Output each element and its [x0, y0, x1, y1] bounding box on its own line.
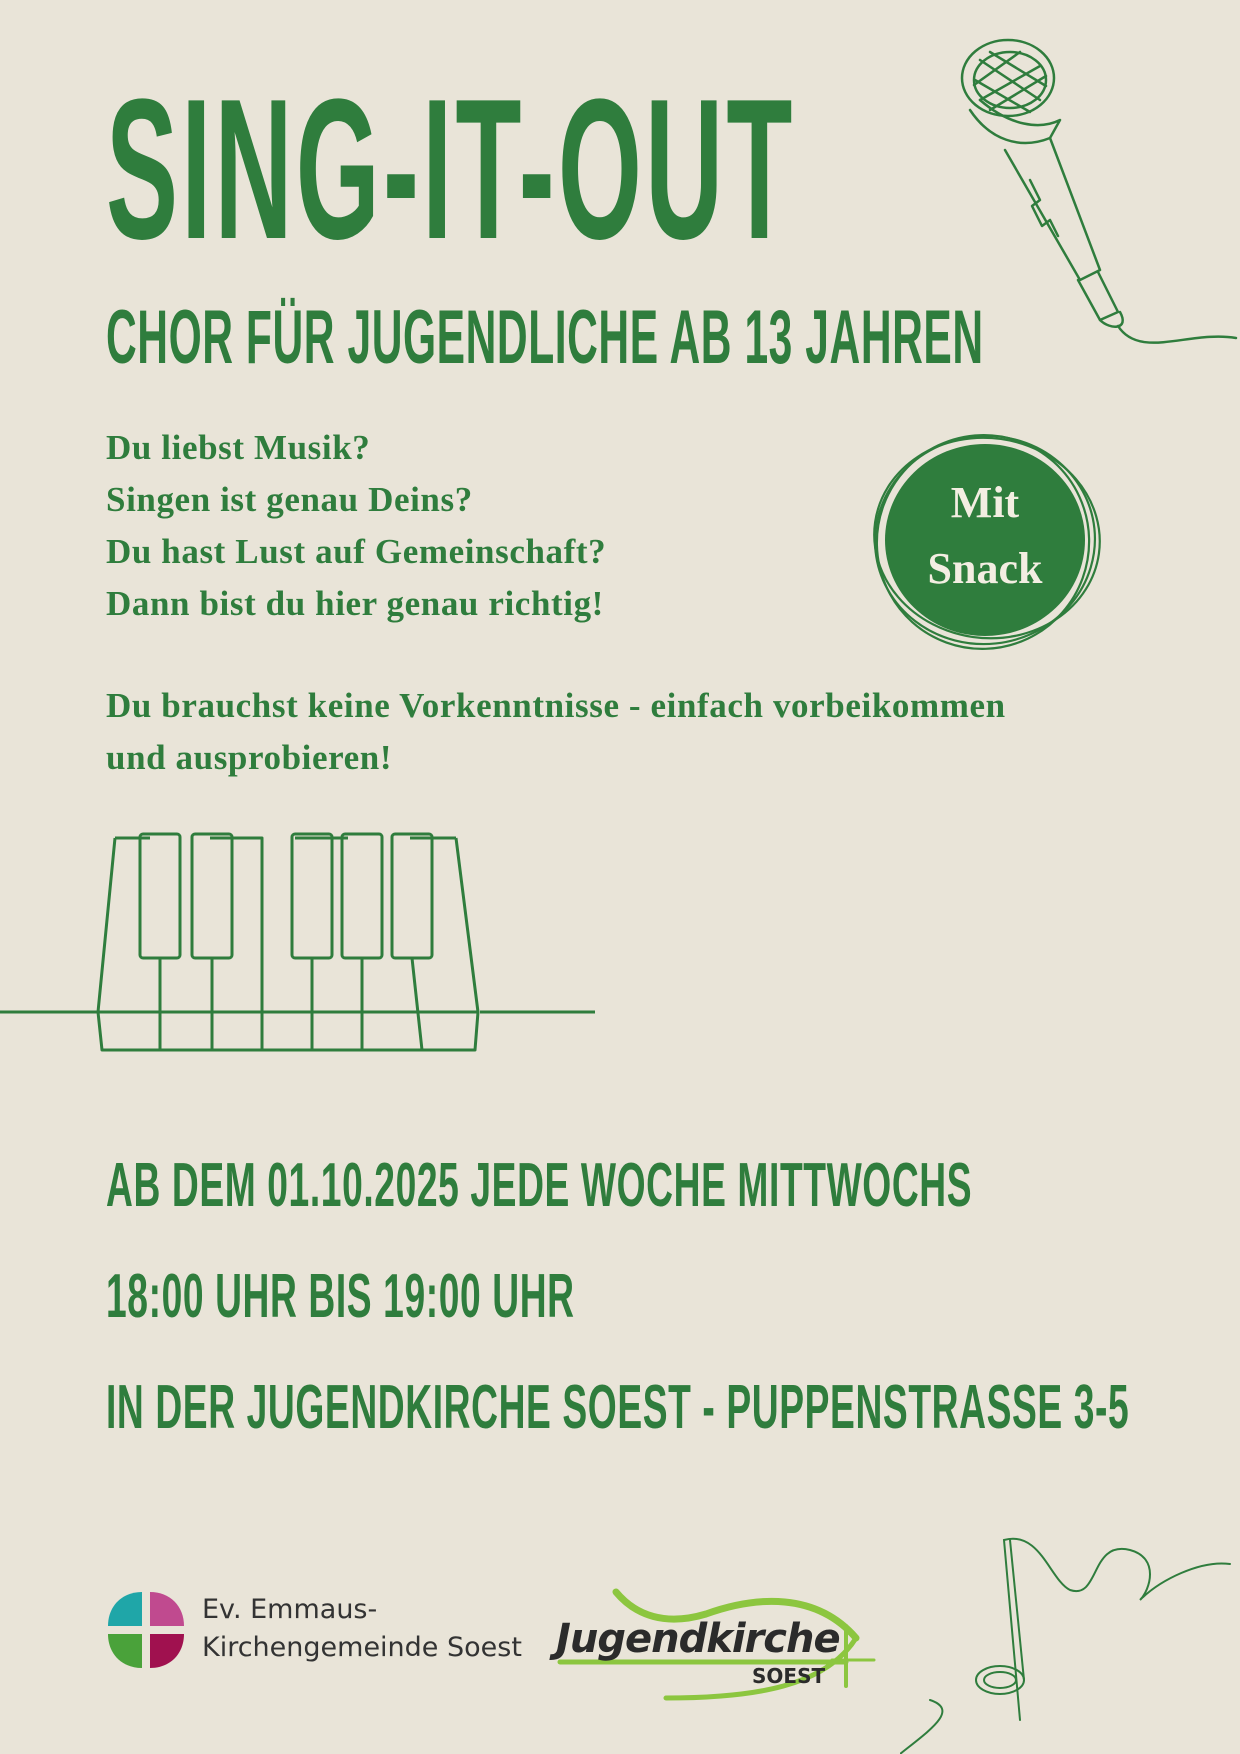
snack-badge-label	[868, 470, 1102, 602]
badge-line: Snack	[927, 544, 1043, 593]
question-line: Singen ist genau Deins?	[106, 480, 473, 519]
question-line: Du liebst Musik?	[106, 428, 371, 467]
poster-subtitle: CHOR FÜR JUGENDLICHE AB 13 JAHREN	[106, 295, 984, 380]
jugendkirche-city: SOEST	[752, 1664, 826, 1688]
time-line: 18:00 UHR BIS 19:00 UHR	[106, 1262, 575, 1331]
jugendkirche-name: Jugendkirche	[556, 1616, 840, 1662]
music-note-illustration	[900, 1520, 1240, 1754]
note-line: und ausprobieren!	[106, 738, 393, 777]
question-line: Du hast Lust auf Gemeinschaft?	[106, 532, 607, 571]
microphone-illustration	[950, 30, 1240, 360]
badge-line: Mit	[950, 478, 1020, 527]
emmaus-church-logo	[104, 1588, 188, 1672]
piano-keys-illustration	[0, 820, 600, 1060]
location-line: IN DER JUGENDKIRCHE SOEST - PUPPENSTRASSE 3-5	[106, 1373, 1130, 1442]
schedule-line: AB DEM 01.10.2025 JEDE WOCHE MITTWOCHS	[106, 1151, 973, 1220]
question-line: Dann bist du hier genau richtig!	[106, 584, 604, 623]
emmaus-name: Ev. Emmaus-	[202, 1594, 378, 1625]
poster-title: SING-IT-OUT	[106, 58, 796, 281]
note-line: Du brauchst keine Vorkenntnisse - einfach vorbeikommen	[106, 686, 1006, 725]
emmaus-name: Kirchengemeinde Soest	[202, 1632, 522, 1663]
